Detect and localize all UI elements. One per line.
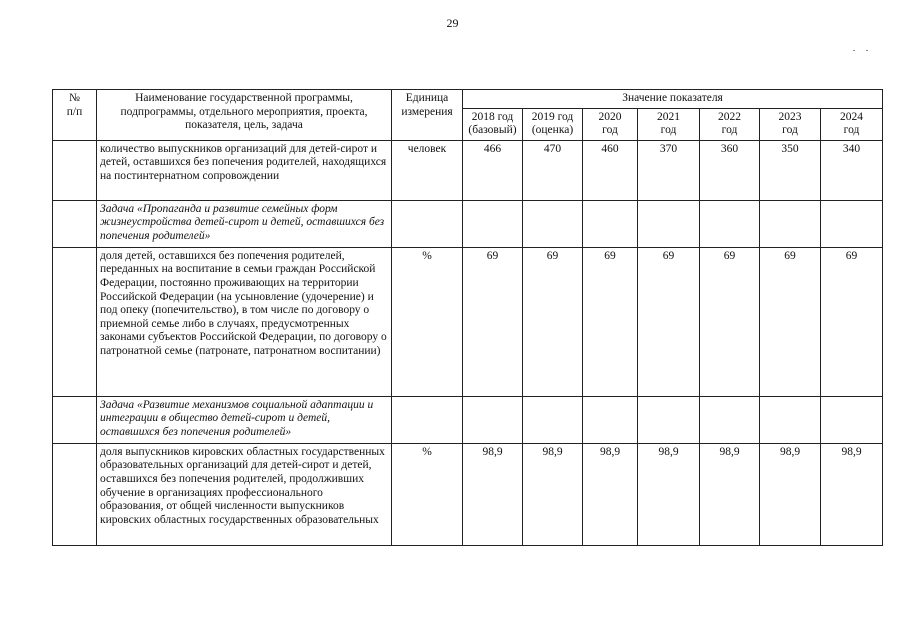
row-value xyxy=(523,396,583,443)
row-value xyxy=(700,200,760,247)
header-name-text: Наименование государственной программы, подпрограммы, отдельного мероприятия, проекта, показателя, цель, задача xyxy=(120,92,368,132)
row-value xyxy=(760,396,821,443)
row-value: 98,9 xyxy=(463,443,523,545)
header-name xyxy=(97,90,392,141)
row-value xyxy=(760,200,821,247)
header-year-text: 2023 год xyxy=(778,110,802,137)
row-name: доля детей, оставшихся без попечения родителей, переданных на воспитание в семьи граждан Российской Федерации, постоянно проживающих на территории Российской Федерации (на усыновление (удочерение) и под опеку (попечительство), в том числе по договору о приемной семье либо в случаях, предусмотренных законами субъектов Российской Федерации, по договору о патронатной семье (патронате, патронатном воспитании) xyxy=(97,247,392,396)
row-value: 98,9 xyxy=(700,443,760,545)
header-unit-text: Единица измерения xyxy=(401,92,453,118)
header-unit xyxy=(392,90,463,141)
page-number: 29 xyxy=(446,16,459,30)
row-value: 69 xyxy=(583,247,638,396)
row-value: 69 xyxy=(760,247,821,396)
table-row xyxy=(53,396,883,443)
row-value: 98,9 xyxy=(583,443,638,545)
row-value xyxy=(463,200,523,247)
row-value: 340 xyxy=(821,140,883,200)
header-year-text: 2022 год xyxy=(718,110,741,137)
row-unit: % xyxy=(392,247,463,396)
header-year-text: 2021 год xyxy=(657,110,680,137)
header-year xyxy=(523,108,583,140)
header-year-text: 2020 год xyxy=(598,110,622,137)
header-year xyxy=(638,108,700,140)
scan-speck xyxy=(866,50,868,51)
row-value: 98,9 xyxy=(821,443,883,545)
row-value: 98,9 xyxy=(638,443,700,545)
scan-speck xyxy=(853,50,855,51)
row-value xyxy=(821,396,883,443)
row-task: Задача «Развитие механизмов социальной адаптации и интеграции в общество детей-сирот и детей, оставшихся без попечения родителей» xyxy=(97,396,392,443)
header-year xyxy=(463,108,523,140)
row-value: 69 xyxy=(523,247,583,396)
row-num xyxy=(53,396,97,443)
row-value: 98,9 xyxy=(523,443,583,545)
row-value: 69 xyxy=(700,247,760,396)
header-num xyxy=(53,90,97,141)
row-unit xyxy=(392,200,463,247)
row-value: 466 xyxy=(463,140,523,200)
row-value xyxy=(638,200,700,247)
row-unit: % xyxy=(392,443,463,545)
row-value: 98,9 xyxy=(760,443,821,545)
row-value: 69 xyxy=(821,247,883,396)
header-year-text: 2024 год xyxy=(840,110,864,137)
row-num xyxy=(53,140,97,200)
table-row xyxy=(53,140,883,200)
table-row xyxy=(53,247,883,396)
row-value xyxy=(821,200,883,247)
header-value-group xyxy=(463,90,883,109)
row-value xyxy=(638,396,700,443)
header-year xyxy=(583,108,638,140)
row-num xyxy=(53,247,97,396)
row-unit: человек xyxy=(392,140,463,200)
row-value: 69 xyxy=(638,247,700,396)
row-value xyxy=(700,396,760,443)
row-value xyxy=(583,200,638,247)
table-body xyxy=(53,140,883,545)
header-year-text: 2019 год (оценка) xyxy=(531,110,574,137)
row-value: 350 xyxy=(760,140,821,200)
table-row xyxy=(53,200,883,247)
table-header xyxy=(53,90,883,141)
row-value: 460 xyxy=(583,140,638,200)
row-name: доля выпускников кировских областных государственных образовательных организаций для детей-сирот и детей, оставшихся без попечения родителей, продолживших обучение в организациях профессионального образования, от общей численности выпускников кировских областных государственных образовательных xyxy=(97,443,392,545)
header-num-text: № п/п xyxy=(66,92,83,118)
header-year xyxy=(760,108,821,140)
header-value-group-text: Значение показателя xyxy=(622,92,723,104)
row-value: 470 xyxy=(523,140,583,200)
row-value: 370 xyxy=(638,140,700,200)
row-unit xyxy=(392,396,463,443)
row-name: количество выпускников организаций для детей-сирот и детей, оставшихся без попечения родителей, находящихся на постинтернатном сопровождении xyxy=(97,140,392,200)
indicator-table xyxy=(52,89,883,546)
row-value: 69 xyxy=(463,247,523,396)
header-year xyxy=(821,108,883,140)
row-num xyxy=(53,200,97,247)
header-year xyxy=(700,108,760,140)
row-value xyxy=(583,396,638,443)
row-value xyxy=(463,396,523,443)
row-num xyxy=(53,443,97,545)
row-task: Задача «Пропаганда и развитие семейных форм жизнеустройства детей-сирот и детей, оставшихся без попечения родителей» xyxy=(97,200,392,247)
header-year-text: 2018 год (базовый) xyxy=(468,110,517,137)
row-value xyxy=(523,200,583,247)
table-row xyxy=(53,443,883,545)
row-value: 360 xyxy=(700,140,760,200)
